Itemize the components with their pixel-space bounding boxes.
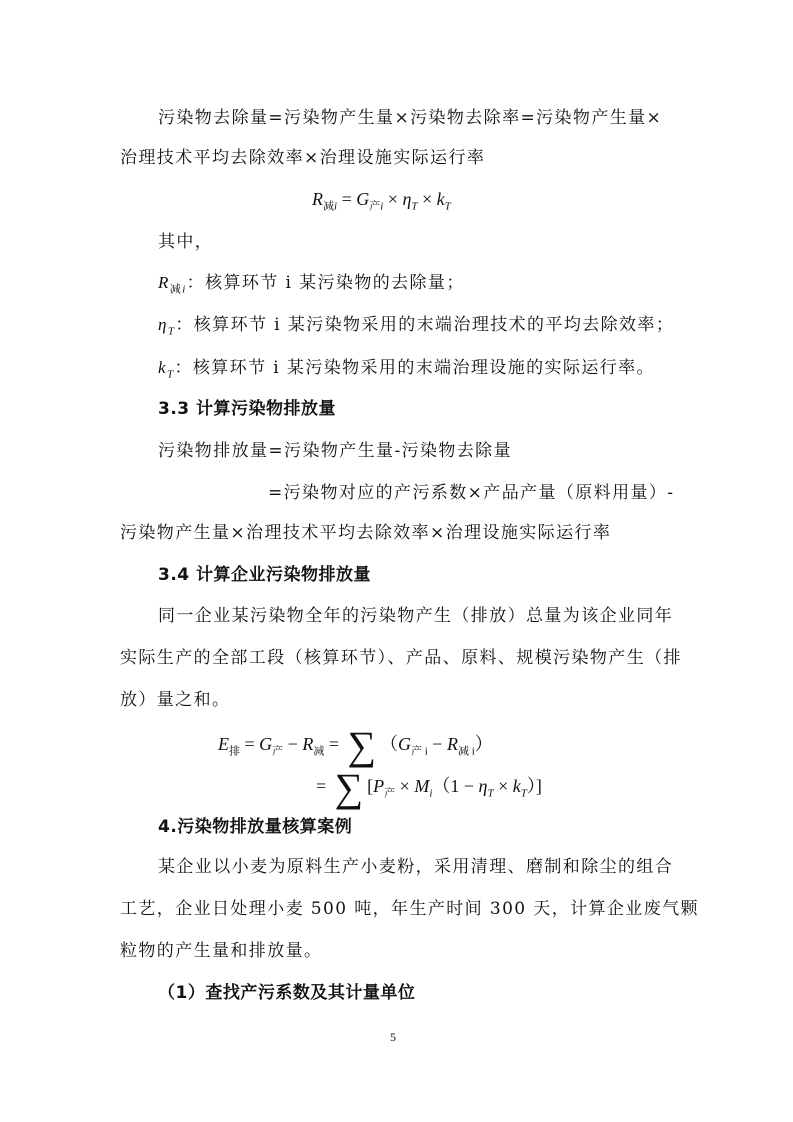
formula-emission-1: $E_排 = G_产 - R_减$ = ∑ $(G_{产 i} - R_{减 i})$ [218,723,493,768]
section-heading: 3.4 计算企业污染物排放量 [158,565,372,585]
definition-r: $R_{减i}$：核算环节 i 某污染物的去除量； [158,273,465,296]
text-line: 治理技术平均去除效率×治理设施实际运行率 [120,148,486,168]
page-number: 5 [390,1030,396,1044]
formula-emission-2: = ∑ $[P_产 \times M_i(1 - \eta_T \times k_T)]$ [316,765,542,810]
text-line: 污染物排放量=污染物产生量-污染物去除量 [158,441,512,461]
definition-text: ：核算环节 i 某污染物采用的末端治理技术的平均去除效率； [175,315,675,335]
text-line: 其中， [158,232,214,252]
paragraph-line: 某企业以小麦为原料生产小麦粉，采用清理、磨制和除尘的组合 [158,857,674,877]
paragraph-line: 粒物的产生量和排放量。 [120,941,323,961]
text-line: 污染物产生量×治理技术平均去除效率×治理设施实际运行率 [120,523,612,543]
definition-text: ：核算环节 i 某污染物的去除量； [186,273,465,293]
definition-k: $k_T$：核算环节 i 某污染物采用的末端治理设施的实际运行率。 [158,358,655,381]
definition-text: ：核算环节 i 某污染物采用的末端治理设施的实际运行率。 [174,358,655,378]
text-line: 污染物去除量=污染物产生量×污染物去除率=污染物产生量× [158,108,663,128]
section-heading: 4.污染物排放量核算案例 [158,817,353,837]
formula-removal: $R_{减i} = G_{产i} \times \eta_T \times k_T$ [312,189,451,213]
paragraph-line: 放）量之和。 [120,690,231,710]
text-line: =污染物对应的产污系数×产品产量（原料用量）- [268,483,675,503]
subsection-heading: （1）查找产污系数及其计量单位 [158,983,416,1003]
definition-eta: $\eta_T$：核算环节 i 某污染物采用的末端治理技术的平均去除效率； [158,315,675,338]
section-heading: 3.3 计算污染物排放量 [158,399,337,419]
paragraph-line: 工艺，企业日处理小麦 500 吨，年生产时间 300 天，计算企业废气颗 [120,899,699,919]
paragraph-line: 同一企业某污染物全年的污染物产生（排放）总量为该企业同年 [158,606,674,626]
paragraph-line: 实际生产的全部工段（核算环节）、产品、原料、规模污染物产生（排 [120,648,682,668]
